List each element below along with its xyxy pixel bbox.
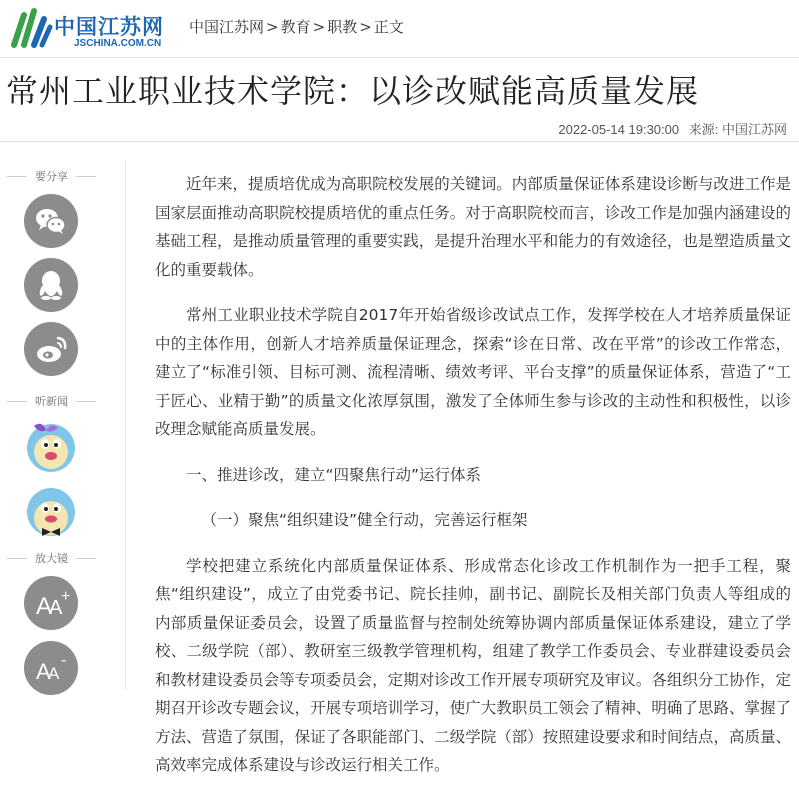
svg-text:A: A xyxy=(36,593,53,620)
source-label: 来源: xyxy=(688,122,719,137)
breadcrumb-education[interactable]: 教育 xyxy=(280,18,311,36)
breadcrumb-vocational[interactable]: 职教 xyxy=(327,18,358,36)
qq-share-button[interactable] xyxy=(24,258,78,312)
logo-text: 中国江苏网 xyxy=(54,15,164,39)
female-voice-button[interactable] xyxy=(20,414,82,476)
breadcrumb xyxy=(189,16,404,37)
zoom-in-button[interactable] xyxy=(24,576,78,630)
article-paragraph: 学校把建立系统化内部质量保证体系、形成常态化诊改工作机制作为一把手工程，聚焦“组织建设”，成立了由党委书记、院长挂帅，副书记、副院长及相关部门负责人等组成的内部质量保证委员会，设置了质量监督与控制处统筹协调内部质量保证体系建设，建立了学校、二级学院（部）、教研室三级教学管理机构，组建了教学工作委员会、专业群建设委员会和教材建设委员会等专项委员会，定期对诊改工作开展专项研究及审议。各组织分工协作，定期召开诊改专题会议，开展专项培训学习，使广大教职员工领会了精神、明确了思路、掌握了方法、营造了氛围，保证了各职能部门、二级学院（部）按照建设要求和时间结点，高质量、高效率完成体系建设与诊改运行相关工作。 xyxy=(155,556,791,774)
article-body xyxy=(155,170,791,797)
share-sidebar xyxy=(0,160,103,800)
weibo-share-button[interactable] xyxy=(24,322,78,376)
article-paragraph: 常州工业职业技术学院自2017年开始省级诊改试点工作，发挥学校在人才培养质量保证中的主体作用，创新人才培养质量保证理念，探索“诊在日常、改在平常”的诊改工作常态，建立了“标准引领、目标可测、流程清晰、绩效考评、平台支撑”的质量保证体系，营造了“工于匠心、业精于勤”的质量文化浓厚氛围，激发了全体师生参与诊改的主动性和积极性，以诊改理念赋能高质量发展。 xyxy=(155,306,791,438)
title-divider xyxy=(0,141,799,142)
publish-datetime: 2022-05-14 19:30:00 xyxy=(558,122,680,137)
wechat-icon xyxy=(24,194,78,248)
logo-domain: JSCHINA.COM.CN xyxy=(74,38,162,49)
breadcrumb-separator: > xyxy=(359,18,372,36)
header-divider xyxy=(0,57,799,58)
site-logo[interactable] xyxy=(10,5,164,51)
breadcrumb-separator: > xyxy=(266,18,279,36)
wechat-share-button[interactable] xyxy=(24,194,78,248)
svg-text:A: A xyxy=(48,664,60,683)
svg-text:A: A xyxy=(36,659,51,684)
listen-section-label: 听新闻 xyxy=(0,393,103,409)
svg-text:+: + xyxy=(61,588,71,605)
svg-text:A: A xyxy=(49,597,63,619)
svg-text:-: - xyxy=(61,652,67,669)
weibo-icon xyxy=(24,322,78,376)
zoom-section-label: 放大镜 xyxy=(0,550,103,566)
page-title: 常州工业职业技术学院：以诊改赋能高质量发展 xyxy=(6,72,700,110)
logo-mark-icon xyxy=(10,5,54,49)
subsection-heading: （一）聚焦“组织建设”健全行动，完善运行框架 xyxy=(201,511,528,529)
breadcrumb-current: 正文 xyxy=(373,18,404,36)
breadcrumb-home[interactable]: 中国江苏网 xyxy=(189,18,265,36)
male-voice-button[interactable] xyxy=(20,480,82,542)
source-name[interactable]: 中国江苏网 xyxy=(721,122,787,137)
article-paragraph: 近年来，提质培优成为高职院校发展的关键词。内部质量保证体系建设诊断与改进工作是国家层面推动高职院校提质培优的重点任务。对于高职院校而言，诊改工作是加强内涵建设的基础工程，是推动质量管理的重要实践，是提升治理水平和能力的有效途径，也是塑造质量文化的重要载体。 xyxy=(155,175,791,279)
zoom-out-button[interactable] xyxy=(24,641,78,695)
breadcrumb-separator: > xyxy=(312,18,326,36)
zoom-in-icon xyxy=(24,576,78,630)
section-heading: 一、推进诊改，建立“四聚焦行动”运行体系 xyxy=(186,465,482,484)
article-meta xyxy=(558,119,787,138)
site-header xyxy=(0,0,799,56)
male-voice-mascot-icon xyxy=(20,480,82,542)
qq-icon xyxy=(24,258,78,312)
zoom-out-icon xyxy=(24,641,78,695)
sidebar-divider xyxy=(125,160,126,690)
share-section-label: 要分享 xyxy=(0,168,103,184)
female-voice-mascot-icon xyxy=(20,414,82,476)
